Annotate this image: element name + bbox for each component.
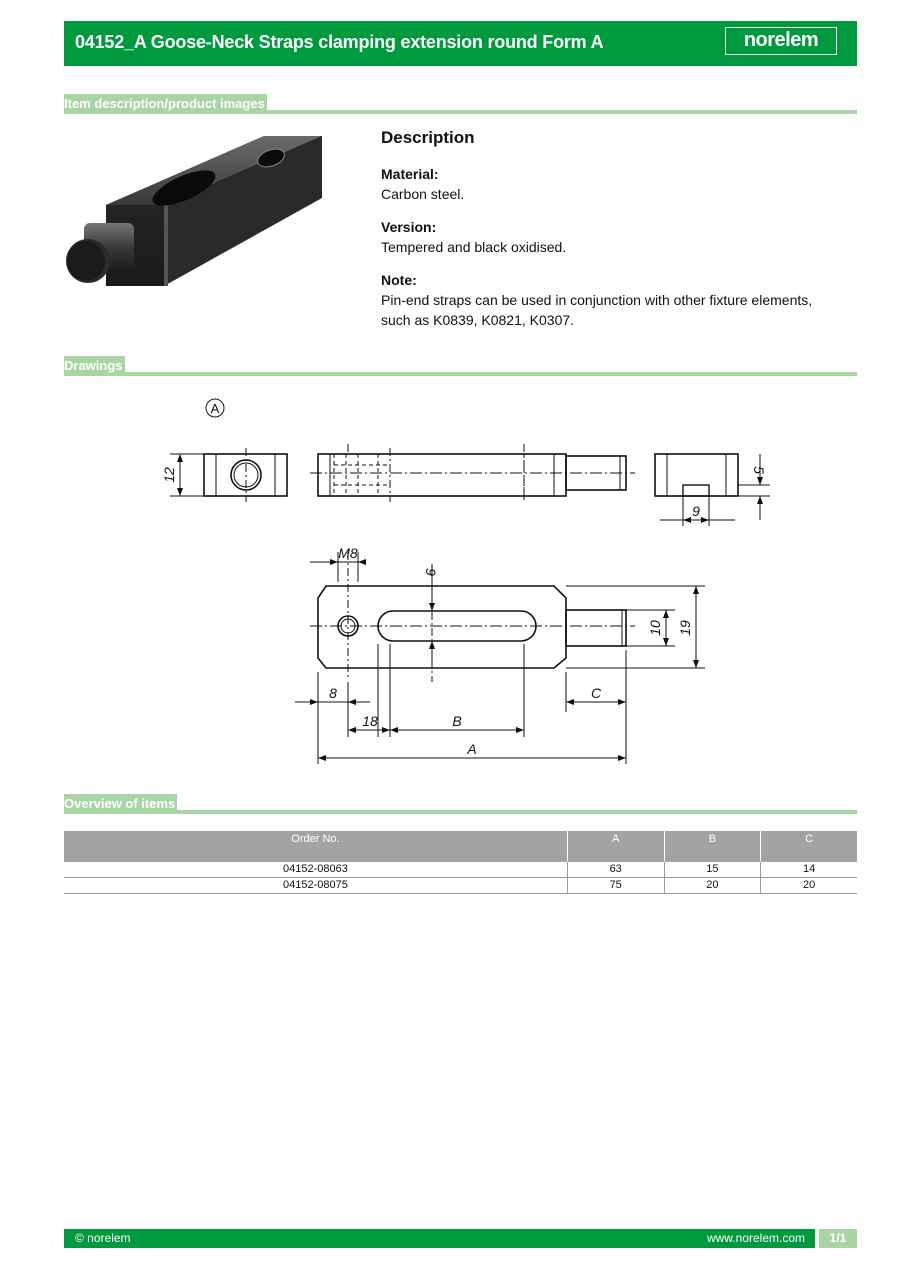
col-header-c: C [761, 831, 857, 862]
dim-b: B [452, 713, 462, 729]
page-title: 04152_A Goose-Neck Straps clamping extension round Form A [75, 32, 604, 52]
note-value: Pin-end straps can be used in conjunction with other fixture elements, such as K0839, K0821, K0307. [381, 292, 813, 328]
material-label: Material: [381, 166, 439, 182]
cell-b: 15 [664, 862, 761, 878]
description-panel [381, 128, 841, 343]
table-row [64, 862, 857, 878]
table-header-row [64, 831, 857, 862]
dim-12: 12 [161, 467, 177, 483]
version-value: Tempered and black oxidised. [381, 239, 567, 255]
product-image [64, 128, 334, 298]
version-label: Version: [381, 219, 437, 235]
section-title: Drawings [64, 356, 125, 376]
dim-c: C [590, 685, 602, 701]
form-label: A [210, 401, 220, 416]
section-item-description [64, 92, 857, 114]
section-overview [64, 792, 857, 814]
col-header-a: A [567, 831, 664, 862]
col-header-b: B [664, 831, 761, 862]
cell-a: 75 [567, 878, 664, 894]
material-block [381, 164, 841, 204]
dim-a: A [467, 741, 477, 757]
col-header-order-no: Order No. [64, 831, 567, 862]
dim-m8: M8 [338, 545, 358, 561]
cell-b: 20 [664, 878, 761, 894]
description-heading: Description [381, 128, 475, 147]
page-footer [64, 1229, 857, 1248]
items-table [64, 831, 857, 894]
dim-8: 8 [329, 685, 337, 701]
material-value: Carbon steel. [381, 186, 465, 202]
note-label: Note: [381, 272, 417, 288]
dim-19: 19 [677, 620, 693, 636]
cell-a: 63 [567, 862, 664, 878]
section-title: Item description/product images [64, 94, 267, 114]
footer-website-link[interactable]: www.norelem.com [706, 1231, 805, 1245]
cell-c: 20 [761, 878, 857, 894]
dim-18: 18 [362, 713, 378, 729]
section-drawings [64, 354, 857, 376]
dim-10: 10 [647, 620, 663, 636]
footer-copyright: © norelem [75, 1231, 131, 1245]
version-block [381, 217, 841, 257]
table-row [64, 878, 857, 894]
page-number: 1/1 [819, 1229, 857, 1248]
dim-9-end: 9 [692, 503, 700, 519]
cell-c: 14 [761, 862, 857, 878]
norelem-logo: norelem [725, 27, 837, 55]
page-header [64, 21, 857, 66]
technical-drawing [150, 392, 770, 772]
cell-order-no: 04152-08075 [64, 878, 567, 894]
section-title: Overview of items [64, 794, 177, 814]
dim-5: 5 [751, 466, 767, 474]
note-block [381, 270, 841, 330]
cell-order-no: 04152-08063 [64, 862, 567, 878]
dim-9-plan: 9 [423, 568, 439, 576]
